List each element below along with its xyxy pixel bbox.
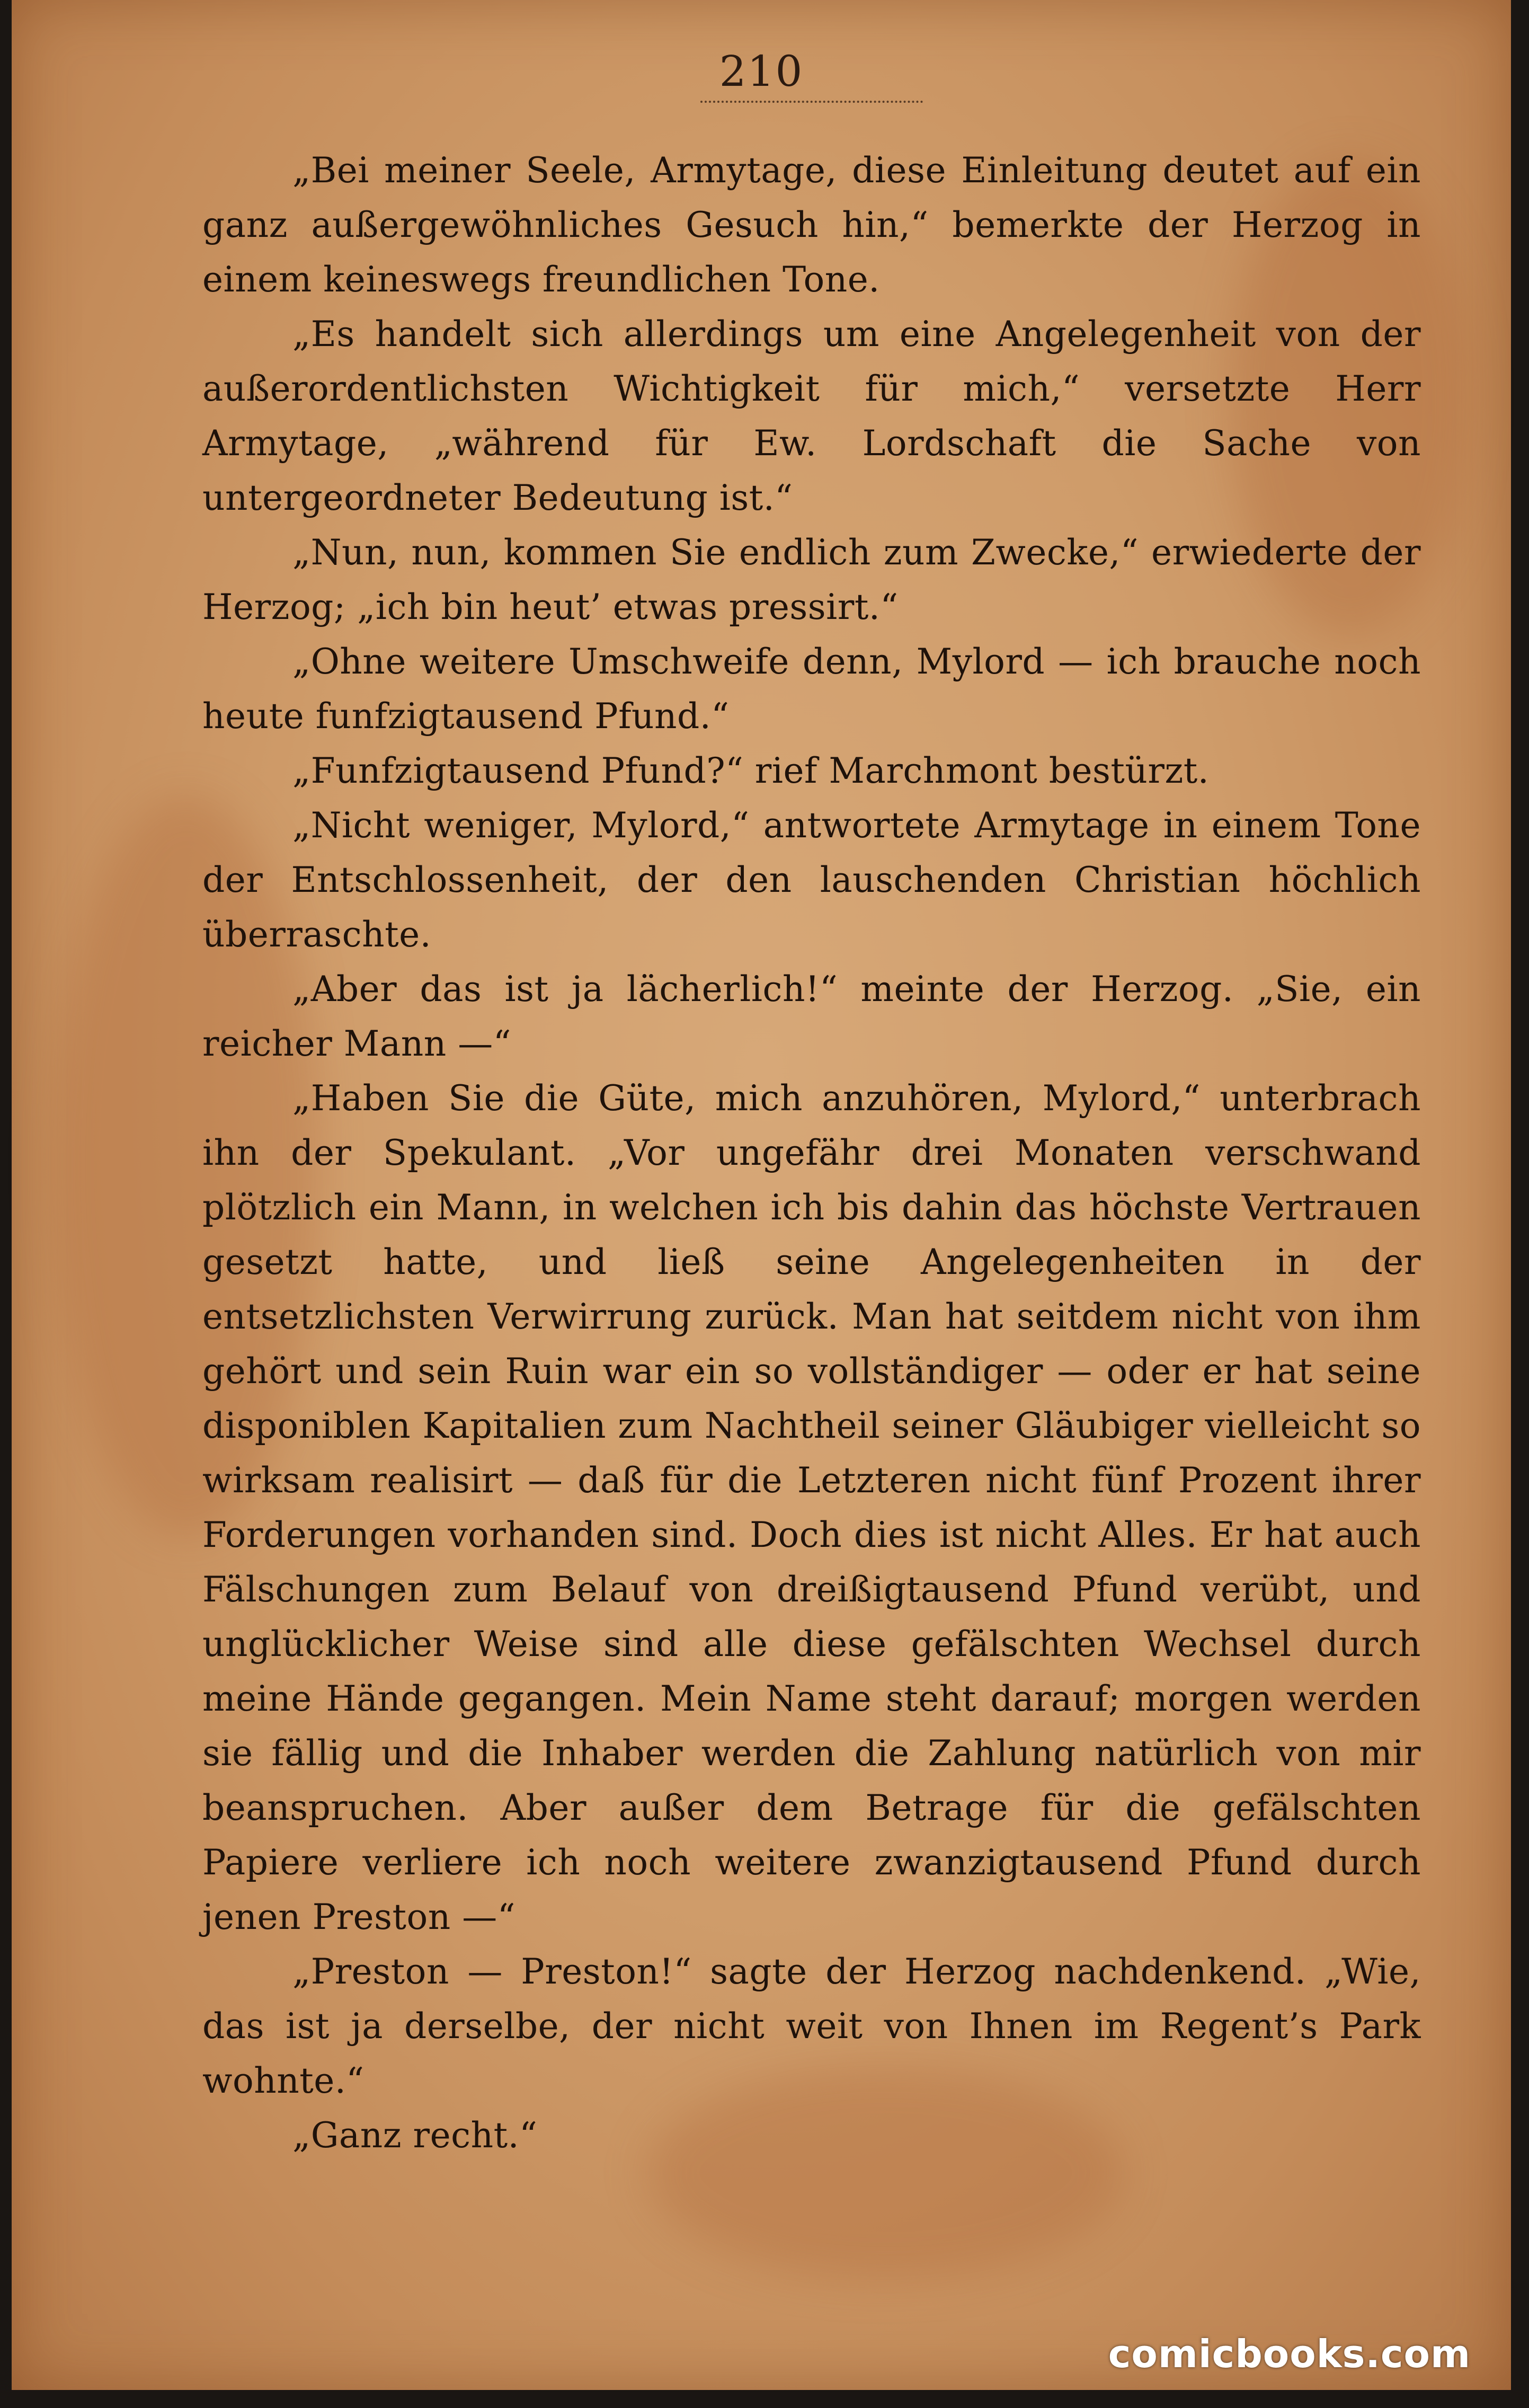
paragraph: „Haben Sie die Güte, mich anzuhören, Mylord,“ unterbrach ihn der Spekulant. „Vor ungefähr drei Monaten verschwand plötzlich ein Mann, in welchen ich bis dahin das höchste Vertrauen gesetzt hatte, und ließ seine Angelegenheiten in der entsetzlichsten Verwirrung zurück. Man hat seitdem nicht von ihm gehört und sein Ruin war ein so vollständiger — oder er hat seine disponiblen Kapitalien zum Nachtheil seiner Gläubiger vielleicht so wirksam realisirt — daß für die Letzteren nicht fünf Prozent ihrer Forderungen vorhanden sind. Doch dies ist nicht Alles. Er hat auch Fälschungen zum Belauf von dreißigtausend Pfund verübt, und unglücklicher Weise sind alle diese gefälschten Wechsel durch meine Hände gegangen. Mein Name steht darauf; morgen werden sie fällig und die Inhaber werden die Zahlung natürlich von mir beanspruchen. Aber außer dem Betrage für die gefälschten Papiere verliere ich noch weitere zwanzigtausend Pfund durch jenen Preston —“: [202, 1078, 1421, 1937]
paragraph: „Es handelt sich allerdings um eine Angelegenheit von der außerordentlichsten Wichtigkeit für mich,“ versetzte Herr Armytage, „während für Ew. Lordschaft die Sache von untergeordneter Bedeutung ist.“: [202, 314, 1421, 518]
page-number: 210: [719, 47, 804, 96]
paragraph: „Nicht weniger, Mylord,“ antwortete Armytage in einem Tone der Entschlossenheit, der den lauschenden Christian höchlich überraschte.: [202, 805, 1421, 955]
paragraph: „Ganz recht.“: [292, 2115, 538, 2156]
watermark: comicbooks.com: [1108, 2332, 1471, 2376]
paragraph: „Aber das ist ja lächerlich!“ meinte der Herzog. „Sie, ein reicher Mann —“: [202, 969, 1421, 1064]
paragraph: „Preston — Preston!“ sagte der Herzog nachdenkend. „Wie, das ist ja derselbe, der nicht weit von Ihnen im Regent’s Park wohnte.“: [202, 1951, 1421, 2101]
paragraph: „Bei meiner Seele, Armytage, diese Einleitung deutet auf ein ganz außergewöhnliches Gesuch hin,“ bemerkte der Herzog in einem keineswegs freundlichen Tone.: [202, 150, 1421, 300]
header-ornament: [700, 101, 923, 110]
paragraph: „Funfzigtausend Pfund?“ rief Marchmont bestürzt.: [292, 750, 1210, 791]
paragraph: „Ohne weitere Umschweife denn, Mylord — ich brauche noch heute funfzigtausend Pfund.“: [202, 641, 1421, 737]
book-page: [12, 0, 1511, 2390]
body-text: [202, 143, 1421, 2163]
paragraph: „Nun, nun, kommen Sie endlich zum Zwecke,“ erwiederte der Herzog; „ich bin heut’ etwas pressirt.“: [202, 532, 1421, 627]
